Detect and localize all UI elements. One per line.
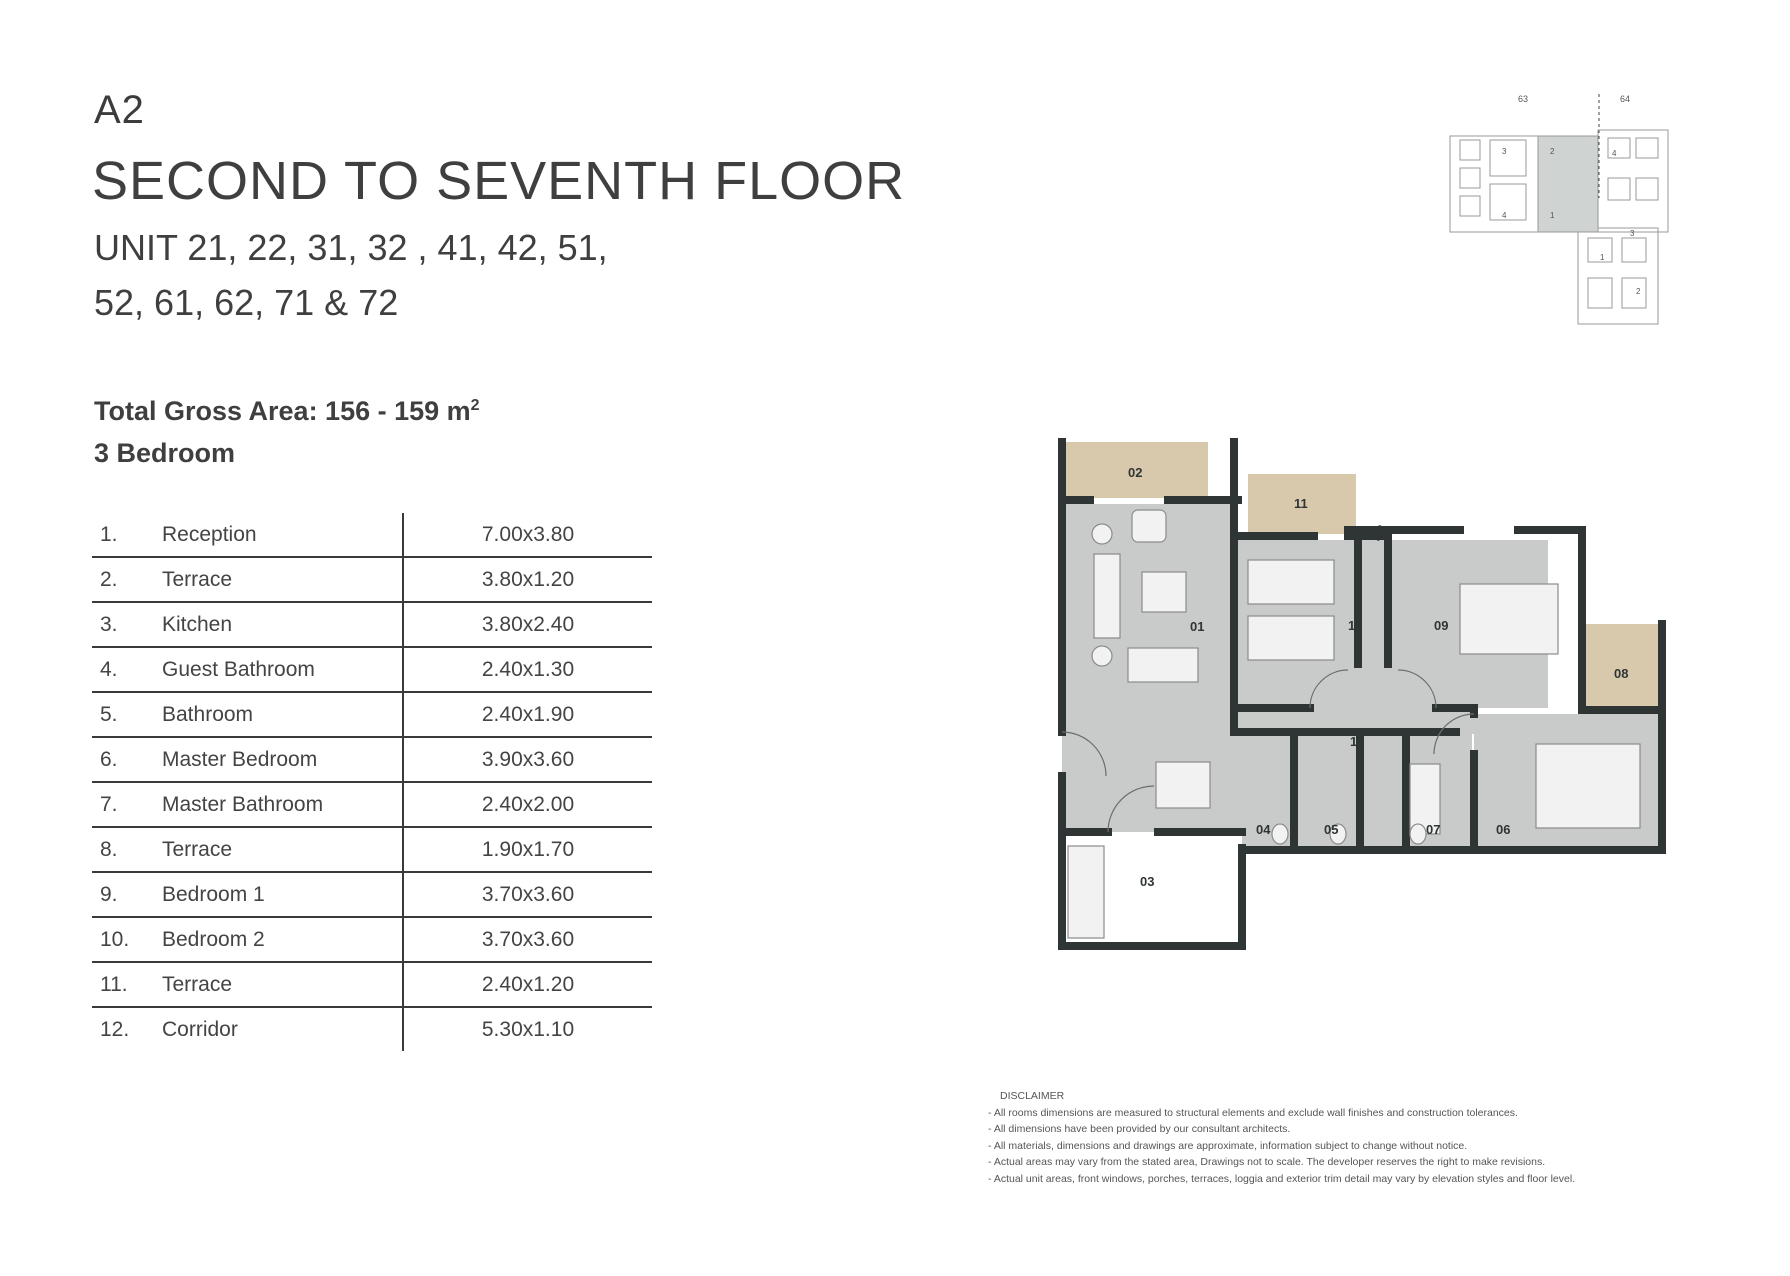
room-schedule-table	[92, 513, 652, 1051]
room-number: 2.	[92, 557, 162, 602]
room-label-10: 10	[1348, 618, 1363, 633]
room-number: 10.	[92, 917, 162, 962]
coffee-table	[1142, 572, 1186, 612]
side-table-top	[1092, 524, 1112, 544]
room-label-02: 02	[1128, 465, 1143, 480]
room-dimensions: 3.80x1.20	[403, 557, 652, 602]
room-number: 7.	[92, 782, 162, 827]
room-name: Kitchen	[162, 602, 403, 647]
room-number: 8.	[92, 827, 162, 872]
room-row	[92, 872, 652, 917]
page-title: SECOND TO SEVENTH FLOOR	[92, 151, 906, 211]
total-gross-area	[94, 396, 480, 427]
room-name: Bedroom 2	[162, 917, 403, 962]
total-gross-area-text: Total Gross Area: 156 - 159 m	[94, 396, 471, 426]
unit-type-code: A2	[94, 88, 145, 132]
room-name: Master Bathroom	[162, 782, 403, 827]
room-dimensions: 2.40x1.90	[403, 692, 652, 737]
room-schedule-body	[92, 513, 652, 1051]
toilet-07	[1410, 824, 1426, 844]
room-number: 11.	[92, 962, 162, 1007]
unit-numbers-line-1: UNIT 21, 22, 31, 32 , 41, 42, 51,	[94, 227, 608, 268]
room-label-05: 05	[1324, 822, 1339, 837]
room-row	[92, 513, 652, 557]
disclaimer-line: - All materials, dimensions and drawings are approximate, information subject to change without notice.	[988, 1139, 1468, 1152]
room-name: Guest Bathroom	[162, 647, 403, 692]
room-label-01: 01	[1190, 619, 1205, 634]
key-plan-building-left: 63	[1518, 94, 1529, 104]
room-number: 3.	[92, 602, 162, 647]
room-dimensions: 7.00x3.80	[403, 513, 652, 557]
room-name: Bathroom	[162, 692, 403, 737]
bed-bedroom-2-top	[1248, 560, 1334, 604]
disclaimer-line: - Actual unit areas, front windows, porches, terraces, loggia and exterior trim detail may vary by elevation styles and floor level.	[988, 1172, 1576, 1185]
room-dimensions: 2.40x1.30	[403, 647, 652, 692]
room-row	[92, 692, 652, 737]
room-label-07: 07	[1426, 822, 1441, 837]
toilet-04	[1272, 824, 1288, 844]
room-row	[92, 917, 652, 962]
floor-plan	[1048, 428, 1688, 962]
key-plan-mark-3: 4	[1502, 211, 1507, 220]
bed-bedroom-1	[1460, 584, 1558, 654]
disclaimer-line: - All rooms dimensions are measured to structural elements and exclude wall finishes and construction tolerances.	[988, 1106, 1518, 1119]
room-name: Terrace	[162, 557, 403, 602]
side-table-bottom	[1092, 646, 1112, 666]
room-label-04: 04	[1256, 822, 1271, 837]
room-row	[92, 602, 652, 647]
room-row	[92, 962, 652, 1007]
room-row	[92, 647, 652, 692]
room-dimensions: 3.70x3.60	[403, 872, 652, 917]
unit-numbers	[94, 220, 608, 330]
key-plan-mark-8: 2	[1636, 287, 1641, 296]
disclaimer-line: - All dimensions have been provided by our consultant architects.	[988, 1123, 1291, 1135]
disclaimer	[988, 1088, 1575, 1187]
area-unit-superscript: 2	[470, 397, 480, 414]
key-plan-mark-4: 1	[1550, 211, 1555, 220]
room-row	[92, 1007, 652, 1051]
key-plan-mark-7: 1	[1600, 253, 1605, 262]
room-number: 5.	[92, 692, 162, 737]
dining-table	[1156, 762, 1210, 808]
sofa-left	[1094, 554, 1120, 638]
room-label-11: 11	[1294, 496, 1308, 511]
room-dimensions: 3.80x2.40	[403, 602, 652, 647]
armchair	[1132, 510, 1166, 542]
room-row	[92, 557, 652, 602]
key-plan	[1440, 88, 1700, 328]
room-row	[92, 827, 652, 872]
room-label-06: 06	[1496, 822, 1511, 837]
disclaimer-heading: DISCLAIMER	[1000, 1090, 1065, 1102]
room-label-08: 08	[1614, 666, 1629, 681]
room-number: 12.	[100, 1017, 130, 1041]
room-number: 1.	[92, 513, 162, 557]
room-number: 4.	[92, 647, 162, 692]
room-name: Reception	[162, 513, 403, 557]
bedroom-count: 3 Bedroom	[94, 438, 236, 468]
room-name: Bedroom 1	[162, 872, 403, 917]
room-dimensions: 3.90x3.60	[403, 737, 652, 782]
room-dimensions: 1.90x1.70	[403, 827, 652, 872]
room-dimensions: 2.40x2.00	[403, 782, 652, 827]
room-name: Terrace	[162, 962, 403, 1007]
room-number: 6.	[92, 737, 162, 782]
sofa-bottom	[1128, 648, 1198, 682]
room-label-12: 12	[1350, 734, 1365, 749]
unit-numbers-line-2: 52, 61, 62, 71 & 72	[94, 282, 399, 323]
key-plan-building-right: 64	[1620, 94, 1631, 104]
bed-master	[1536, 744, 1640, 828]
kitchen-counter	[1068, 846, 1104, 938]
room-name: Master Bedroom	[162, 737, 403, 782]
disclaimer-line: - Actual areas may vary from the stated area, Drawings not to scale. The developer reserves the right to make revisions.	[988, 1156, 1546, 1168]
room-dimensions: 5.30x1.10	[403, 1007, 652, 1051]
key-plan-mark-5: 4	[1612, 149, 1617, 158]
room-label-09: 09	[1434, 618, 1449, 633]
room-number: 9.	[92, 872, 162, 917]
room-label-03: 03	[1140, 874, 1155, 889]
room-name: Terrace	[162, 827, 403, 872]
room-row	[92, 782, 652, 827]
room-dimensions: 2.40x1.20	[403, 962, 652, 1007]
room-row	[92, 737, 652, 782]
bed-bedroom-2-bottom	[1248, 616, 1334, 660]
room-name: Corridor	[162, 1017, 238, 1041]
key-plan-mark-6: 3	[1630, 229, 1635, 238]
room-dimensions: 3.70x3.60	[403, 917, 652, 962]
key-plan-mark-1: 3	[1502, 147, 1507, 156]
key-plan-mark-2: 2	[1550, 147, 1555, 156]
